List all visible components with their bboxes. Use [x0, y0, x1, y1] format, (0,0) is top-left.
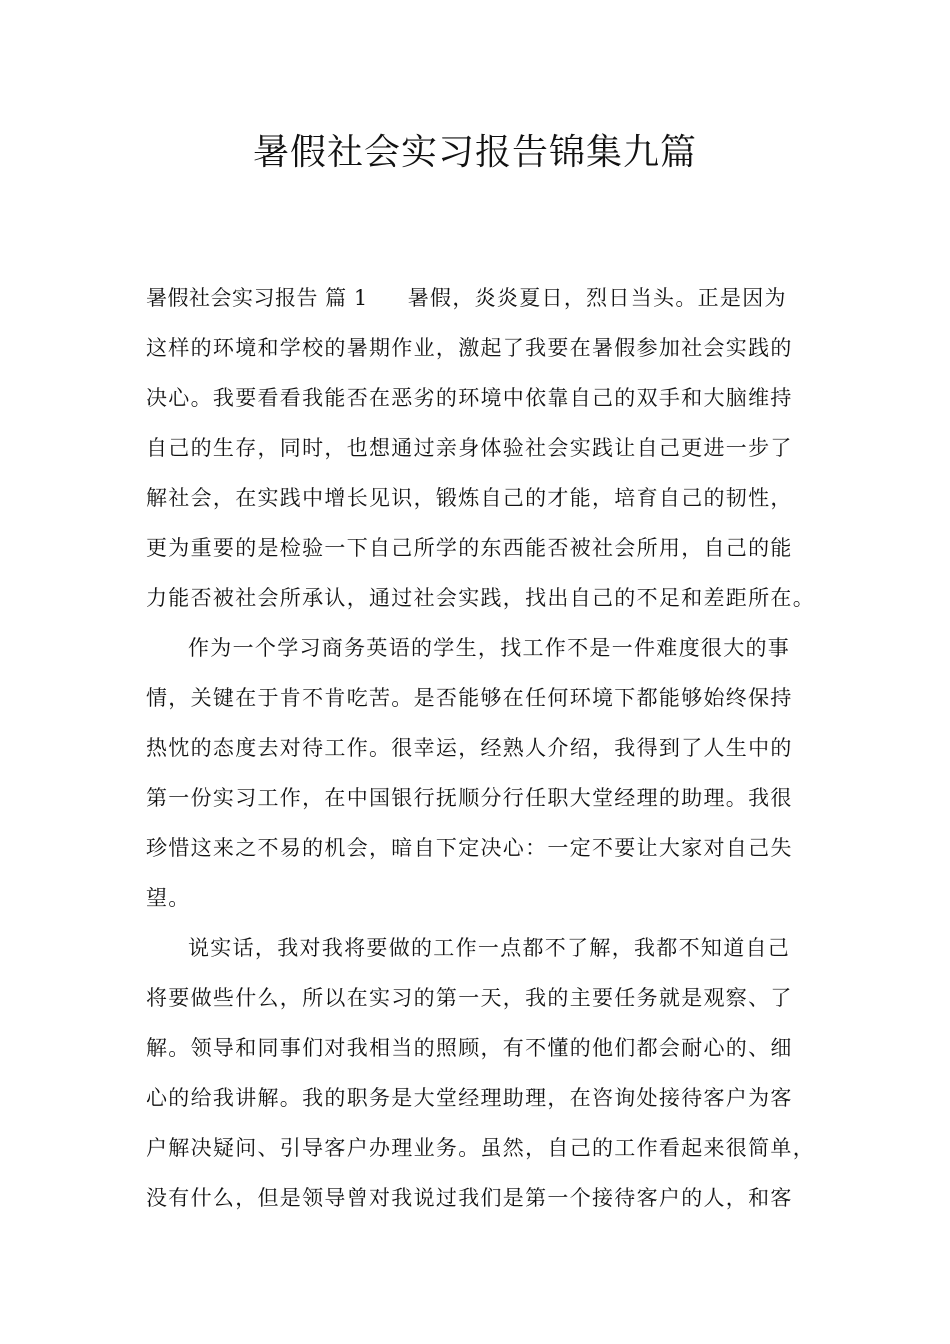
paragraph-line: 心的给我讲解。我的职务是大堂经理助理，在咨询处接待客户为客 [146, 1086, 793, 1110]
document-title: 暑假社会实习报告锦集九篇 [252, 132, 697, 173]
paragraph-line: 将要做些什么，所以在实习的第一天，我的主要任务就是观察、了 [146, 986, 793, 1010]
paragraph-line: 解。领导和同事们对我相当的照顾，有不懂的他们都会耐心的、细 [146, 1036, 793, 1060]
paragraph-line: 望。 [146, 886, 191, 910]
paragraph-line: 决心。我要看看我能否在恶劣的环境中依靠自己的双手和大脑维持 [146, 386, 793, 410]
paragraph-line: 这样的环境和学校的暑期作业，激起了我要在暑假参加社会实践的 [146, 336, 793, 360]
section-label: 暑假社会实习报告 篇 1 [146, 286, 368, 310]
paragraph-line: 没有什么，但是领导曾对我说过我们是第一个接待客户的人，和客 [146, 1186, 793, 1210]
paragraph-line: 热忱的态度去对待工作。很幸运，经熟人介绍，我得到了人生中的 [146, 736, 793, 760]
paragraph-line: 更为重要的是检验一下自己所学的东西能否被社会所用，自己的能 [146, 536, 793, 560]
paragraph-line-text: 暑假，炎炎夏日，烈日当头。正是因为 [407, 286, 787, 310]
paragraph-line: 解社会，在实践中增长见识，锻炼自己的才能，培育自己的韧性， [146, 486, 793, 510]
paragraph-line: 第一份实习工作，在中国银行抚顺分行任职大堂经理的助理。我很 [146, 786, 793, 810]
paragraph-line: 力能否被社会所承认，通过社会实践，找出自己的不足和差距所在。 [146, 586, 815, 610]
paragraph-line: 作为一个学习商务英语的学生，找工作不是一件难度很大的事 [188, 636, 791, 660]
paragraph-line: 情，关键在于肯不肯吃苦。是否能够在任何环境下都能够始终保持 [146, 686, 793, 710]
paragraph-line: 说实话，我对我将要做的工作一点都不了解，我都不知道自己 [188, 936, 791, 960]
paragraph-line-first [146, 283, 826, 313]
paragraph-line: 户解决疑问、引导客户办理业务。虽然，自己的工作看起来很简单， [146, 1136, 815, 1160]
paragraph-line: 自己的生存，同时，也想通过亲身体验社会实践让自己更进一步了 [146, 436, 793, 460]
paragraph-line: 珍惜这来之不易的机会，暗自下定决心：一定不要让大家对自己失 [146, 836, 793, 860]
